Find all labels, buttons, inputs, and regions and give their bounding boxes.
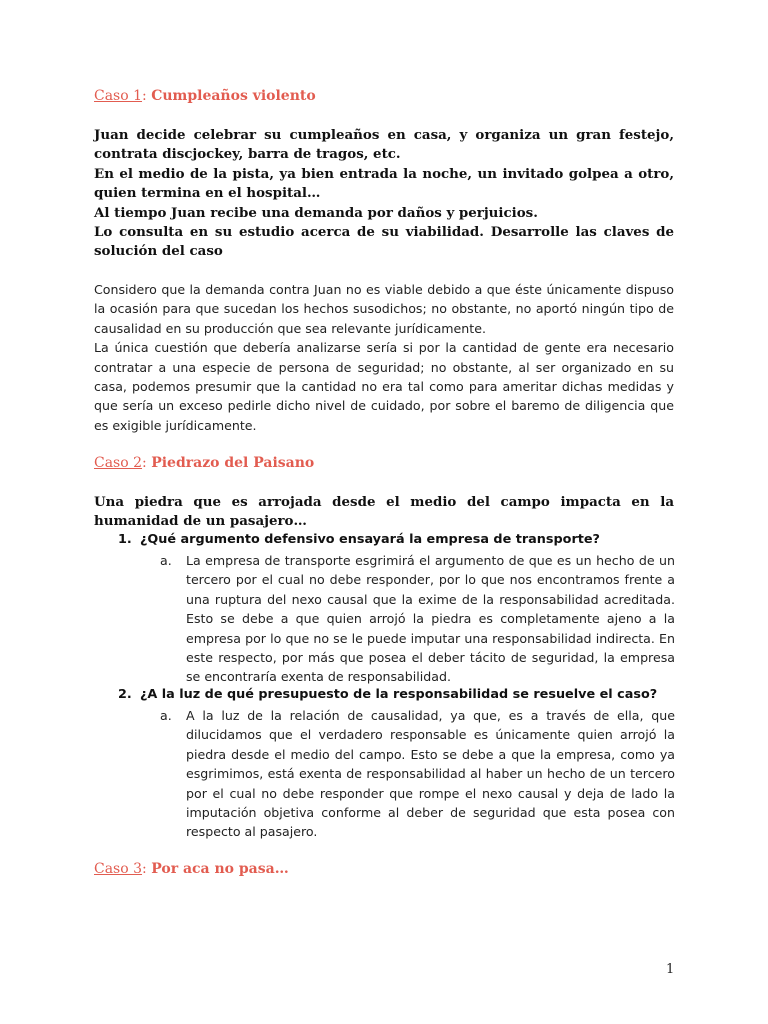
case-3-separator: :	[142, 861, 152, 877]
answer-text: A la luz de la relación de causalidad, ya que, es a través de ella, que dilucidamos que el verdadero responsable es únicamente quien arrojó la piedra desde el medio del campo. Esto se debe a que la empresa, como ya esgrimimos, está exenta de responsabilidad al haber un hecho de un tercero por el cual no debe responder que rompe el nexo causal y deja de lado la imputación objetiva conforme al deber de seguridad que esta posea con respecto al pasajero.	[186, 708, 675, 840]
question-number: 2.	[118, 687, 132, 702]
case-3-label: Caso 3	[94, 861, 143, 877]
case-1-separator: :	[142, 88, 152, 104]
case-2-question-1	[118, 532, 678, 547]
case-1-label: Caso 1	[94, 88, 143, 104]
case-1-question-line: Juan decide celebrar su cumpleaños en casa, y organiza un gran festejo, contrata discjockey, barra de tragos, etc.	[94, 127, 674, 163]
case-2-answer-1	[160, 551, 675, 687]
case-1-answer-paragraph: La única cuestión que debería analizarse sería si por la cantidad de gente era necesario contratar a una especie de persona de seguridad; no obstante, al ser organizado en su casa, podemos presumir que la cantidad no era tal como para ameritar dichas medidas y que sería un exceso pedirle dicho nivel de cuidado, por sobre el baremo de diligencia que es exigible jurídicamente.	[94, 340, 674, 433]
question-text: ¿Qué argumento defensivo ensayará la empresa de transporte?	[140, 532, 600, 547]
case-3-heading	[94, 861, 289, 877]
case-2-intro-text: Una piedra que es arrojada desde el medio del campo impacta en la humanidad de un pasajero…	[94, 494, 674, 530]
case-2-title: Piedrazo del Paisano	[151, 455, 315, 471]
page-number: 1	[666, 962, 675, 977]
case-2-label: Caso 2	[94, 455, 143, 471]
case-3-title: Por aca no pasa…	[151, 861, 289, 877]
case-1-question	[94, 126, 674, 262]
case-1-title: Cumpleaños violento	[151, 88, 316, 104]
case-1-question-line: En el medio de la pista, ya bien entrada la noche, un invitado golpea a otro, quien termina en el hospital…	[94, 165, 674, 202]
case-1-question-line: Al tiempo Juan recibe una demanda por daños y perjuicios.	[94, 204, 538, 221]
case-2-intro	[94, 493, 674, 532]
case-2-question-2	[118, 687, 678, 702]
answer-text: La empresa de transporte esgrimirá el argumento de que es un hecho de un tercero por el cual no debe responder, por lo que nos encontramos frente a una ruptura del nexo causal que la exime de la responsabilidad acreditada. Esto se debe a que quien arrojó la piedra es completamente ajeno a la empresa por lo que no se le puede imputar una responsabilidad indirecta. En este respecto, por más que posea el deber tácito de seguridad, la empresa se encontraría exenta de responsabilidad.	[186, 553, 675, 685]
question-text: ¿A la luz de qué presupuesto de la responsabilidad se resuelve el caso?	[140, 687, 658, 702]
case-1-answer-paragraph: Considero que la demanda contra Juan no es viable debido a que éste únicamente dispuso la ocasión para que sucedan los hechos susodichos; no obstante, no aportó ningún tipo de causalidad en su producción que sea relevante jurídicamente.	[94, 282, 674, 336]
case-2-heading	[94, 455, 314, 471]
case-1-answer	[94, 280, 674, 435]
case-1-question-line: Lo consulta en su estudio acerca de su viabilidad. Desarrolle las claves de solución del caso	[94, 224, 674, 260]
answer-letter: a.	[160, 553, 172, 568]
case-2-separator: :	[142, 455, 152, 471]
answer-letter: a.	[160, 708, 172, 723]
case-2-answer-2	[160, 706, 675, 842]
question-number: 1.	[118, 532, 132, 547]
case-1-heading	[94, 88, 316, 104]
